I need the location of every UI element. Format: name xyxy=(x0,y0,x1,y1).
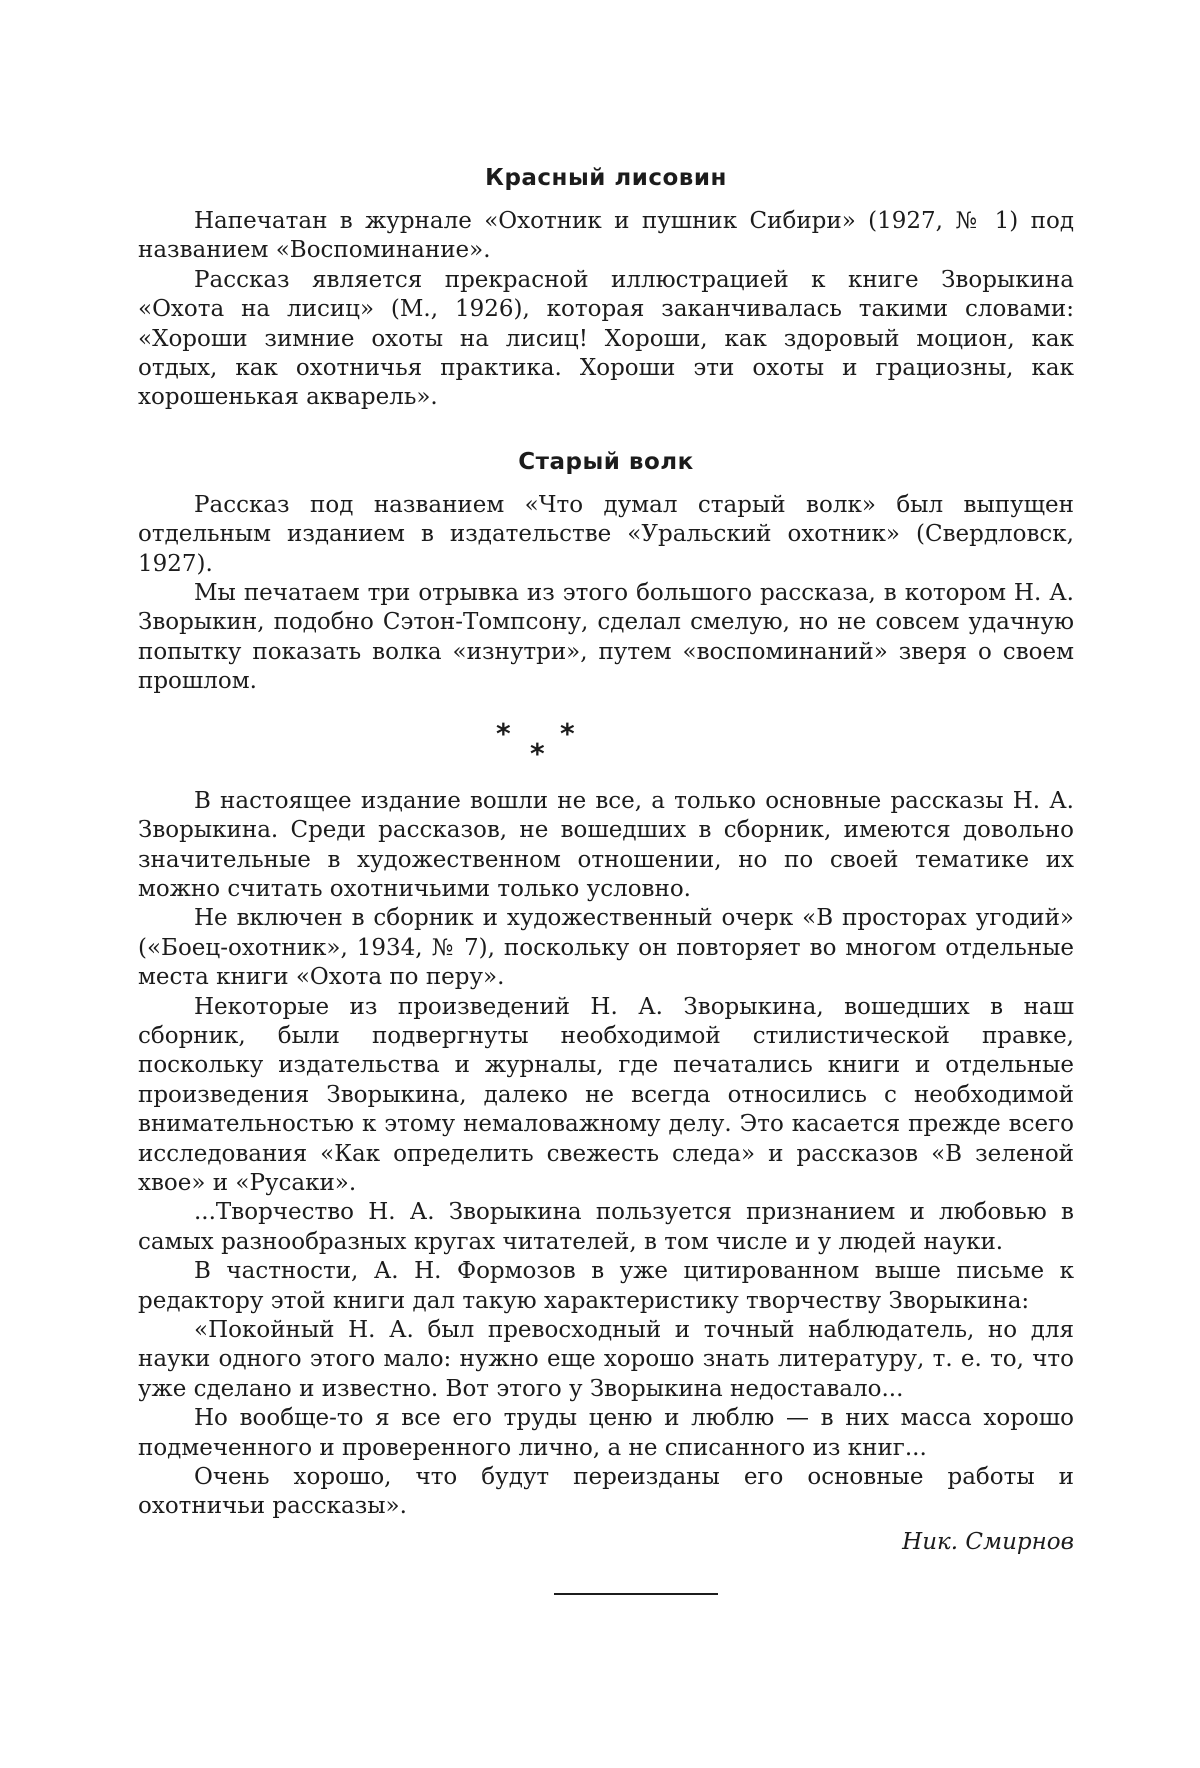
end-rule-divider xyxy=(554,1593,718,1595)
paragraph: Рассказ является прекрасной иллюстрацией к книге Зворыкина «Охота на лисиц» (М., 1926), которая заканчивалась такими словами: «Хороши зимние охоты на лисиц! Хороши, как здоровый моцион, как отдых, как охотничья практика. Хороши эти охоты и грациозны, как хорошенькая акварель». xyxy=(138,266,1074,413)
paragraph: Некоторые из произведений Н. А. Зворыкина, вошедших в наш сборник, были подвергнуты необходимой стилистической правке, поскольку издательства и журналы, где печатались книги и отдельные произведения Зворыкина, далеко не всегда относились с необходимой внимательностью к этому немаловажному делу. Это касается прежде всего исследования «Как определить свежесть следа» и рассказов «В зеленой хвое» и «Русаки». xyxy=(138,993,1074,1199)
section-title-krasny-lisovin: Красный лисовин xyxy=(138,165,1074,191)
quote-paragraph: Очень хорошо, что будут переизданы его основные работы и охотничьи рассказы». xyxy=(138,1463,1074,1522)
paragraph: Мы печатаем три отрывка из этого большого рассказа, в котором Н. А. Зворыкин, подобно Сэтон-Томпсону, сделал смелую, но не совсем удачную попытку показать волка «изнутри», путем «воспоминаний» зверя о своем прошлом. xyxy=(138,579,1074,697)
paragraph: В частности, А. Н. Формозов в уже цитированном выше письме к редактору этой книги дал такую характеристику творчеству Зворыкина: xyxy=(138,1257,1074,1316)
section-title-stary-volk: Старый волк xyxy=(138,449,1074,475)
paragraph: ...Творчество Н. А. Зворыкина пользуется признанием и любовью в самых разнообразных кругах читателей, в том числе и у людей науки. xyxy=(138,1198,1074,1257)
author-signature: Ник. Смирнов xyxy=(138,1528,1074,1557)
quote-paragraph: «Покойный Н. А. был превосходный и точный наблюдатель, но для науки одного этого мало: нужно еще хорошо знать литературу, т. е. то, что уже сделано и известно. Вот этого у Зворыкина недоставало... xyxy=(138,1316,1074,1404)
paragraph: В настоящее издание вошли не все, а только основные рассказы Н. А. Зворыкина. Среди рассказов, не вошедших в сборник, имеются довольно значительные в художественном отношении, но по своей тематике их можно считать охотничьими только условно. xyxy=(138,787,1074,905)
document-page xyxy=(138,165,1074,1595)
paragraph: Рассказ под названием «Что думал старый волк» был выпущен отдельным изданием в издательстве «Уральский охотник» (Свердловск, 1927). xyxy=(138,491,1074,579)
paragraph: Не включен в сборник и художественный очерк «В просторах угодий» («Боец-охотник», 1934, № 7), поскольку он повторяет во многом отдельные места книги «Охота по перу». xyxy=(138,904,1074,992)
paragraph: Напечатан в журнале «Охотник и пушник Сибири» (1927, № 1) под названием «Воспоминание». xyxy=(138,207,1074,266)
quote-paragraph: Но вообще-то я все его труды ценю и люблю — в них масса хорошо подмеченного и проверенного лично, а не списанного из книг... xyxy=(138,1404,1074,1463)
asterism-star-right: * xyxy=(560,717,575,750)
asterism-star-center: * xyxy=(530,737,545,770)
asterism-star-left: * xyxy=(496,717,511,750)
asterism-divider xyxy=(138,715,1074,773)
